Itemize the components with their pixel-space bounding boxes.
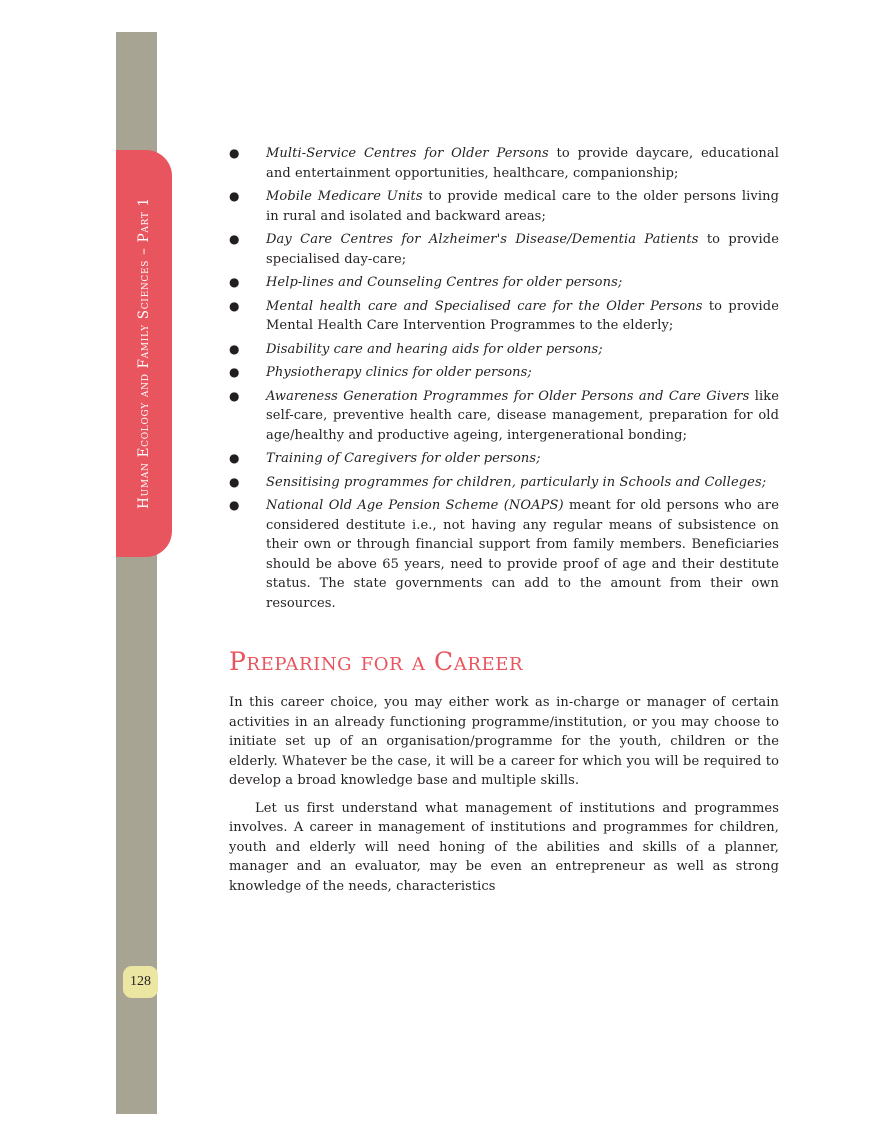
paragraph: Let us first understand what management of institutions and programmes involves. A career in management of institutions and programmes for children, youth and elderly will need honing of the abilities and skills of a planner, manager and an evaluator, may be even an entrepreneur as well as strong knowledge of the needs, characteristics bbox=[229, 800, 779, 894]
list-item-emphasis: Disability care and hearing aids for older persons; bbox=[266, 341, 603, 357]
list-item bbox=[229, 496, 779, 613]
list-item-emphasis: Physiotherapy clinics for older persons; bbox=[266, 365, 532, 380]
list-item bbox=[229, 230, 779, 269]
list-item-emphasis: Multi-Service Centres for Older Persons bbox=[266, 146, 549, 161]
list-item-emphasis: Help-lines and Counseling Centres for older persons; bbox=[266, 275, 623, 290]
list-item-text: meant for old persons who are considered destitute i.e., not having any regular means of subsistence on their own or through financial support from family members. Beneficiaries should be above 65 years, need to provide proof of age and their destitute status. The state governments can add to the amount from their own resources. bbox=[266, 498, 779, 611]
bullet-icon: ● bbox=[229, 232, 240, 246]
list-item-emphasis: Day Care Centres for Alzheimer's Disease/Dementia Patients bbox=[266, 232, 699, 247]
running-title: Human Ecology and Family Sciences – Part 1 bbox=[136, 197, 152, 509]
list-item bbox=[229, 340, 779, 360]
list-item-text: like self-care, preventive health care, disease management, preparation for old age/healthy and productive ageing, intergenerational bonding; bbox=[266, 388, 779, 443]
bullet-icon: ● bbox=[229, 341, 240, 356]
bullet-icon: ● bbox=[229, 451, 240, 465]
list-item-text: to provide medical care to the older persons living in rural and isolated and backward areas; bbox=[266, 189, 779, 224]
list-item-text: to provide specialised day-care; bbox=[266, 232, 779, 267]
list-item-emphasis: Training of Caregivers for older persons; bbox=[266, 451, 541, 466]
services-list bbox=[229, 144, 779, 613]
section-heading: Preparing for a Career bbox=[229, 647, 524, 676]
list-item bbox=[229, 387, 779, 446]
bullet-icon: ● bbox=[229, 275, 240, 289]
bullet-icon: ● bbox=[229, 388, 240, 403]
list-item-emphasis: Sensitising programmes for children, particularly in Schools and Colleges; bbox=[266, 474, 767, 490]
list-item-emphasis: Awareness Generation Programmes for Older Persons and Care Givers bbox=[266, 388, 750, 404]
list-item-emphasis: Mobile Medicare Units bbox=[266, 189, 423, 204]
page-number: 128 bbox=[123, 966, 158, 998]
list-item bbox=[229, 449, 779, 469]
list-item bbox=[229, 363, 779, 383]
list-item bbox=[229, 187, 779, 226]
bullet-icon: ● bbox=[229, 298, 240, 313]
list-item-emphasis: Mental health care and Specialised care for the Older Persons bbox=[266, 298, 703, 314]
list-item bbox=[229, 144, 779, 183]
list-item-emphasis: National Old Age Pension Scheme (NOAPS) bbox=[266, 498, 564, 513]
list-item bbox=[229, 273, 779, 293]
bullet-icon: ● bbox=[229, 498, 240, 512]
list-item bbox=[229, 473, 779, 493]
bullet-icon: ● bbox=[229, 189, 240, 203]
list-item-text: to provide daycare, educational and entertainment opportunities, healthcare, companionship; bbox=[266, 146, 779, 181]
bullet-icon: ● bbox=[229, 365, 240, 379]
paragraph: In this career choice, you may either work as in-charge or manager of certain activities in an already functioning programme/institution, or you may choose to initiate set up of an organisation/programme for the youth, children or the elderly. Whatever be the case, it will be a career for which you will be required to develop a broad knowledge base and multiple skills. bbox=[229, 695, 779, 788]
page-content bbox=[229, 144, 779, 904]
list-item bbox=[229, 297, 779, 336]
bullet-icon: ● bbox=[229, 474, 240, 489]
bullet-icon: ● bbox=[229, 146, 240, 160]
list-item-text: to provide Mental Health Care Intervention Programmes to the elderly; bbox=[266, 298, 780, 333]
